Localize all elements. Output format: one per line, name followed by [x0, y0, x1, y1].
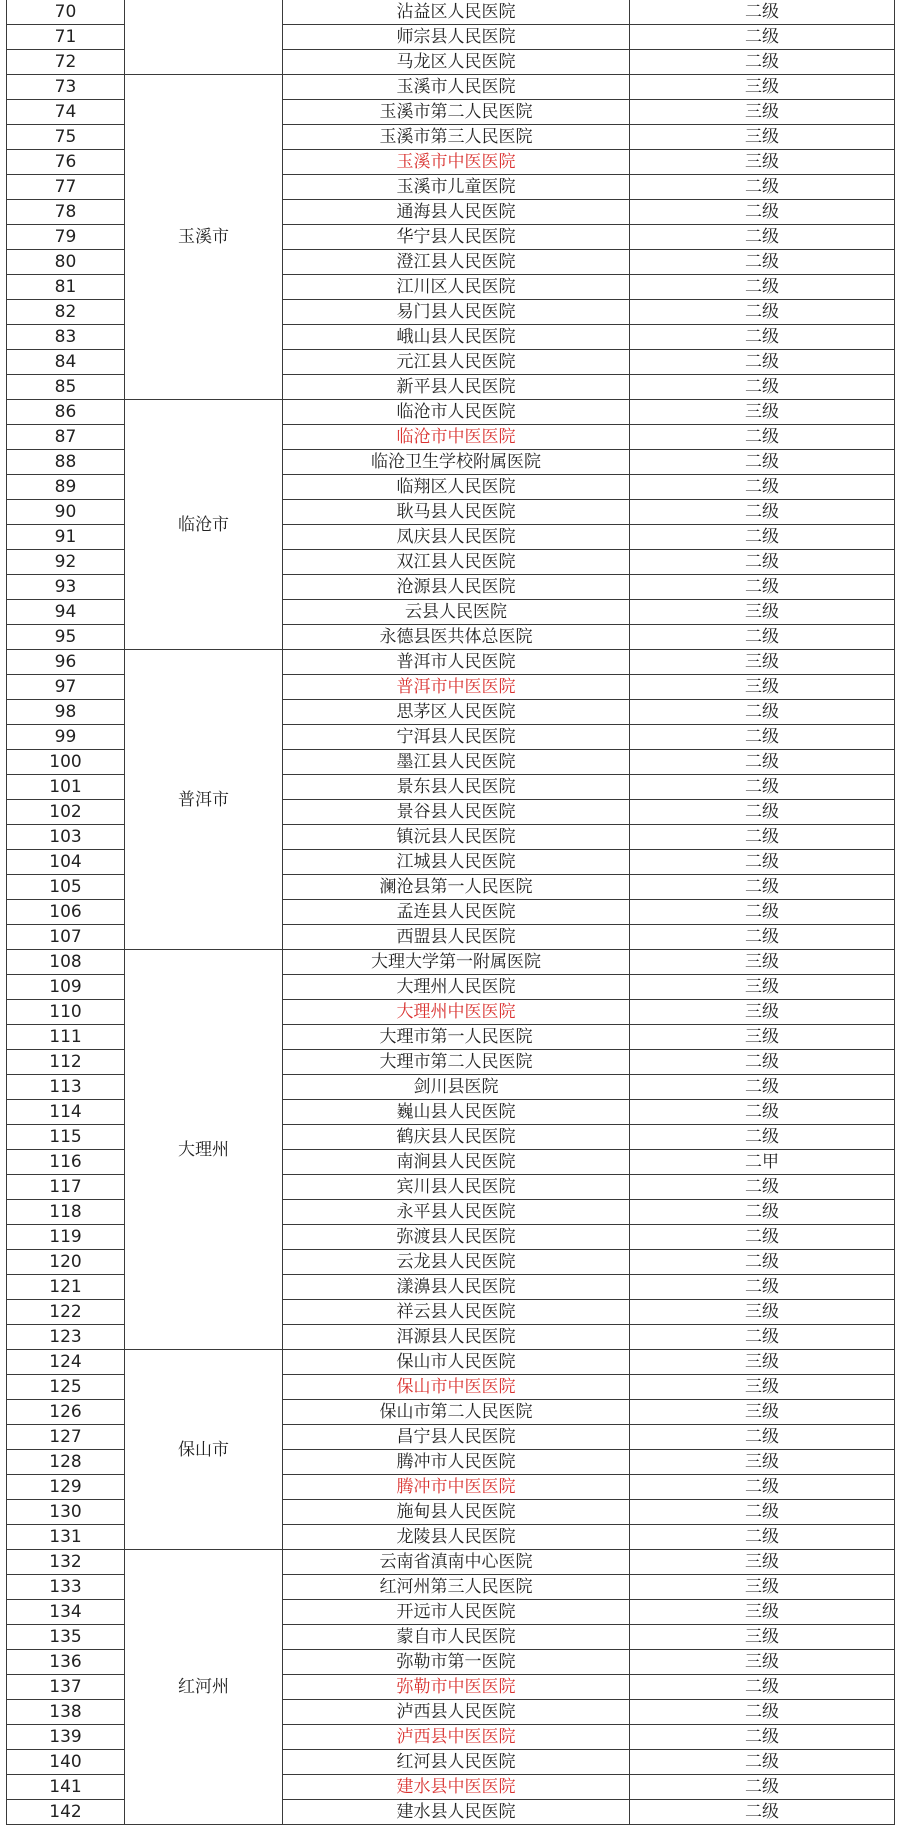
- hospital-name: 西盟县人民医院: [283, 925, 630, 950]
- hospital-level: 二级: [630, 275, 895, 300]
- row-number: 130: [7, 1500, 125, 1525]
- row-number: 140: [7, 1750, 125, 1775]
- hospital-level: 二级: [630, 725, 895, 750]
- hospital-level: 三级: [630, 1625, 895, 1650]
- hospital-level: 二级: [630, 800, 895, 825]
- row-number: 119: [7, 1225, 125, 1250]
- hospital-level: 三级: [630, 1350, 895, 1375]
- row-number: 141: [7, 1775, 125, 1800]
- hospital-name: 龙陵县人民医院: [283, 1525, 630, 1550]
- row-number: 92: [7, 550, 125, 575]
- hospital-name: 临沧卫生学校附属医院: [283, 450, 630, 475]
- hospital-name: 沾益区人民医院: [283, 0, 630, 25]
- hospital-name: 玉溪市第二人民医院: [283, 100, 630, 125]
- hospital-name: 施甸县人民医院: [283, 1500, 630, 1525]
- table-row: [7, 650, 895, 675]
- hospital-level: 二级: [630, 925, 895, 950]
- hospital-name: 沧源县人民医院: [283, 575, 630, 600]
- hospital-level: 二级: [630, 200, 895, 225]
- row-number: 96: [7, 650, 125, 675]
- hospital-level: 三级: [630, 75, 895, 100]
- row-number: 102: [7, 800, 125, 825]
- row-number: 125: [7, 1375, 125, 1400]
- hospital-level: 二级: [630, 1475, 895, 1500]
- row-number: 86: [7, 400, 125, 425]
- row-number: 135: [7, 1625, 125, 1650]
- hospital-name: 宾川县人民医院: [283, 1175, 630, 1200]
- hospital-level: 二级: [630, 50, 895, 75]
- city-cell: 保山市: [125, 1350, 283, 1550]
- hospital-name: 云南省滇南中心医院: [283, 1550, 630, 1575]
- hospital-name: 大理大学第一附属医院: [283, 950, 630, 975]
- hospital-name: 玉溪市人民医院: [283, 75, 630, 100]
- hospital-level: 二级: [630, 850, 895, 875]
- hospital-name: 宁洱县人民医院: [283, 725, 630, 750]
- hospital-table: [6, 0, 895, 1825]
- row-number: 111: [7, 1025, 125, 1050]
- hospital-name: 耿马县人民医院: [283, 500, 630, 525]
- hospital-level: 二级: [630, 1725, 895, 1750]
- row-number: 93: [7, 575, 125, 600]
- table-row: [7, 75, 895, 100]
- hospital-level: 二级: [630, 1525, 895, 1550]
- hospital-name: 永平县人民医院: [283, 1200, 630, 1225]
- hospital-name: 新平县人民医院: [283, 375, 630, 400]
- hospital-level: 二级: [630, 500, 895, 525]
- hospital-level: 二级: [630, 1075, 895, 1100]
- hospital-level: 二级: [630, 225, 895, 250]
- row-number: 113: [7, 1075, 125, 1100]
- hospital-level: 三级: [630, 1375, 895, 1400]
- row-number: 138: [7, 1700, 125, 1725]
- row-number: 91: [7, 525, 125, 550]
- hospital-level: 三级: [630, 1600, 895, 1625]
- row-number: 132: [7, 1550, 125, 1575]
- city-cell: [125, 0, 283, 75]
- hospital-level: 二级: [630, 1800, 895, 1825]
- row-number: 70: [7, 0, 125, 25]
- row-number: 133: [7, 1575, 125, 1600]
- hospital-level: 二级: [630, 750, 895, 775]
- hospital-level: 二级: [630, 425, 895, 450]
- hospital-name: 景东县人民医院: [283, 775, 630, 800]
- hospital-level: 三级: [630, 975, 895, 1000]
- hospital-name: 思茅区人民医院: [283, 700, 630, 725]
- row-number: 94: [7, 600, 125, 625]
- hospital-level: 二级: [630, 1675, 895, 1700]
- hospital-level: 二级: [630, 825, 895, 850]
- hospital-name: 剑川县医院: [283, 1075, 630, 1100]
- row-number: 80: [7, 250, 125, 275]
- hospital-level: 三级: [630, 150, 895, 175]
- hospital-name: 江城县人民医院: [283, 850, 630, 875]
- hospital-name: 蒙自市人民医院: [283, 1625, 630, 1650]
- row-number: 136: [7, 1650, 125, 1675]
- hospital-level: 二级: [630, 625, 895, 650]
- hospital-name: 鹤庆县人民医院: [283, 1125, 630, 1150]
- hospital-name: 墨江县人民医院: [283, 750, 630, 775]
- hospital-name: 大理市第二人民医院: [283, 1050, 630, 1075]
- hospital-name: 红河州第三人民医院: [283, 1575, 630, 1600]
- hospital-name: 南涧县人民医院: [283, 1150, 630, 1175]
- row-number: 122: [7, 1300, 125, 1325]
- hospital-name: 玉溪市第三人民医院: [283, 125, 630, 150]
- hospital-level: 二级: [630, 1275, 895, 1300]
- hospital-name: 普洱市中医医院: [283, 675, 630, 700]
- row-number: 89: [7, 475, 125, 500]
- city-cell: 红河州: [125, 1550, 283, 1825]
- row-number: 101: [7, 775, 125, 800]
- hospital-level: 二级: [630, 1100, 895, 1125]
- hospital-name: 双江县人民医院: [283, 550, 630, 575]
- hospital-name: 洱源县人民医院: [283, 1325, 630, 1350]
- hospital-level: 二级: [630, 350, 895, 375]
- city-cell: 普洱市: [125, 650, 283, 950]
- row-number: 110: [7, 1000, 125, 1025]
- row-number: 75: [7, 125, 125, 150]
- city-cell: 临沧市: [125, 400, 283, 650]
- row-number: 79: [7, 225, 125, 250]
- hospital-name: 开远市人民医院: [283, 1600, 630, 1625]
- table-row: [7, 950, 895, 975]
- hospital-name: 漾濞县人民医院: [283, 1275, 630, 1300]
- row-number: 77: [7, 175, 125, 200]
- row-number: 120: [7, 1250, 125, 1275]
- hospital-name: 红河县人民医院: [283, 1750, 630, 1775]
- hospital-level: 三级: [630, 1575, 895, 1600]
- hospital-level: 二级: [630, 1700, 895, 1725]
- hospital-level: 二级: [630, 1125, 895, 1150]
- hospital-level: 二甲: [630, 1150, 895, 1175]
- row-number: 81: [7, 275, 125, 300]
- hospital-level: 二级: [630, 325, 895, 350]
- row-number: 117: [7, 1175, 125, 1200]
- row-number: 84: [7, 350, 125, 375]
- row-number: 126: [7, 1400, 125, 1425]
- hospital-level: 三级: [630, 400, 895, 425]
- hospital-level: 三级: [630, 1650, 895, 1675]
- hospital-name: 临翔区人民医院: [283, 475, 630, 500]
- hospital-name: 玉溪市儿童医院: [283, 175, 630, 200]
- hospital-level: 二级: [630, 1775, 895, 1800]
- row-number: 74: [7, 100, 125, 125]
- hospital-level: 二级: [630, 1750, 895, 1775]
- row-number: 98: [7, 700, 125, 725]
- row-number: 82: [7, 300, 125, 325]
- hospital-level: 二级: [630, 375, 895, 400]
- row-number: 76: [7, 150, 125, 175]
- row-number: 71: [7, 25, 125, 50]
- row-number: 121: [7, 1275, 125, 1300]
- row-number: 95: [7, 625, 125, 650]
- hospital-level: 二级: [630, 1200, 895, 1225]
- table-row: [7, 1550, 895, 1575]
- hospital-name: 镇沅县人民医院: [283, 825, 630, 850]
- hospital-name: 元江县人民医院: [283, 350, 630, 375]
- hospital-level: 三级: [630, 1450, 895, 1475]
- row-number: 142: [7, 1800, 125, 1825]
- hospital-name: 峨山县人民医院: [283, 325, 630, 350]
- hospital-level: 二级: [630, 575, 895, 600]
- hospital-level: 二级: [630, 775, 895, 800]
- hospital-level: 二级: [630, 1500, 895, 1525]
- hospital-name: 弥渡县人民医院: [283, 1225, 630, 1250]
- hospital-level: 三级: [630, 950, 895, 975]
- row-number: 108: [7, 950, 125, 975]
- hospital-level: 二级: [630, 1050, 895, 1075]
- row-number: 85: [7, 375, 125, 400]
- hospital-level: 二级: [630, 525, 895, 550]
- hospital-level: 二级: [630, 175, 895, 200]
- row-number: 116: [7, 1150, 125, 1175]
- hospital-name: 大理市第一人民医院: [283, 1025, 630, 1050]
- hospital-level: 二级: [630, 550, 895, 575]
- row-number: 107: [7, 925, 125, 950]
- hospital-level: 二级: [630, 0, 895, 25]
- hospital-level: 二级: [630, 1250, 895, 1275]
- hospital-level: 二级: [630, 1225, 895, 1250]
- hospital-name: 泸西县人民医院: [283, 1700, 630, 1725]
- hospital-level: 三级: [630, 1400, 895, 1425]
- hospital-name: 江川区人民医院: [283, 275, 630, 300]
- row-number: 106: [7, 900, 125, 925]
- row-number: 99: [7, 725, 125, 750]
- row-number: 124: [7, 1350, 125, 1375]
- row-number: 72: [7, 50, 125, 75]
- row-number: 103: [7, 825, 125, 850]
- hospital-name: 临沧市人民医院: [283, 400, 630, 425]
- hospital-level: 三级: [630, 650, 895, 675]
- hospital-level: 二级: [630, 475, 895, 500]
- hospital-table-body: [7, 0, 895, 1825]
- row-number: 123: [7, 1325, 125, 1350]
- hospital-level: 三级: [630, 125, 895, 150]
- hospital-name: 云县人民医院: [283, 600, 630, 625]
- hospital-name: 腾冲市人民医院: [283, 1450, 630, 1475]
- hospital-name: 弥勒市中医医院: [283, 1675, 630, 1700]
- hospital-name: 云龙县人民医院: [283, 1250, 630, 1275]
- row-number: 100: [7, 750, 125, 775]
- hospital-name: 弥勒市第一医院: [283, 1650, 630, 1675]
- row-number: 114: [7, 1100, 125, 1125]
- hospital-name: 普洱市人民医院: [283, 650, 630, 675]
- row-number: 128: [7, 1450, 125, 1475]
- hospital-name: 保山市第二人民医院: [283, 1400, 630, 1425]
- row-number: 131: [7, 1525, 125, 1550]
- hospital-name: 腾冲市中医医院: [283, 1475, 630, 1500]
- row-number: 105: [7, 875, 125, 900]
- table-row: [7, 1350, 895, 1375]
- row-number: 109: [7, 975, 125, 1000]
- hospital-name: 泸西县中医医院: [283, 1725, 630, 1750]
- table-row: [7, 400, 895, 425]
- hospital-name: 大理州中医医院: [283, 1000, 630, 1025]
- hospital-name: 易门县人民医院: [283, 300, 630, 325]
- hospital-name: 建水县中医医院: [283, 1775, 630, 1800]
- hospital-name: 华宁县人民医院: [283, 225, 630, 250]
- row-number: 97: [7, 675, 125, 700]
- hospital-level: 三级: [630, 675, 895, 700]
- hospital-name: 玉溪市中医医院: [283, 150, 630, 175]
- hospital-name: 保山市人民医院: [283, 1350, 630, 1375]
- hospital-name: 孟连县人民医院: [283, 900, 630, 925]
- hospital-level: 二级: [630, 1425, 895, 1450]
- hospital-level: 二级: [630, 700, 895, 725]
- hospital-name: 巍山县人民医院: [283, 1100, 630, 1125]
- hospital-level: 三级: [630, 100, 895, 125]
- row-number: 127: [7, 1425, 125, 1450]
- hospital-level: 二级: [630, 900, 895, 925]
- hospital-level: 二级: [630, 25, 895, 50]
- hospital-level: 三级: [630, 1000, 895, 1025]
- hospital-name: 景谷县人民医院: [283, 800, 630, 825]
- hospital-name: 祥云县人民医院: [283, 1300, 630, 1325]
- hospital-name: 通海县人民医院: [283, 200, 630, 225]
- hospital-level: 三级: [630, 1550, 895, 1575]
- row-number: 118: [7, 1200, 125, 1225]
- hospital-level: 二级: [630, 450, 895, 475]
- hospital-name: 马龙区人民医院: [283, 50, 630, 75]
- city-cell: 玉溪市: [125, 75, 283, 400]
- row-number: 134: [7, 1600, 125, 1625]
- hospital-level: 二级: [630, 300, 895, 325]
- row-number: 73: [7, 75, 125, 100]
- hospital-name: 永德县医共体总医院: [283, 625, 630, 650]
- hospital-name: 临沧市中医医院: [283, 425, 630, 450]
- hospital-level: 三级: [630, 600, 895, 625]
- row-number: 78: [7, 200, 125, 225]
- row-number: 90: [7, 500, 125, 525]
- hospital-name: 澜沧县第一人民医院: [283, 875, 630, 900]
- hospital-name: 建水县人民医院: [283, 1800, 630, 1825]
- hospital-level: 三级: [630, 1300, 895, 1325]
- row-number: 129: [7, 1475, 125, 1500]
- row-number: 87: [7, 425, 125, 450]
- hospital-name: 大理州人民医院: [283, 975, 630, 1000]
- hospital-level: 三级: [630, 1025, 895, 1050]
- hospital-name: 保山市中医医院: [283, 1375, 630, 1400]
- hospital-level: 二级: [630, 1325, 895, 1350]
- hospital-name: 凤庆县人民医院: [283, 525, 630, 550]
- row-number: 115: [7, 1125, 125, 1150]
- city-cell: 大理州: [125, 950, 283, 1350]
- row-number: 88: [7, 450, 125, 475]
- hospital-name: 师宗县人民医院: [283, 25, 630, 50]
- row-number: 139: [7, 1725, 125, 1750]
- hospital-level: 二级: [630, 875, 895, 900]
- hospital-level: 二级: [630, 250, 895, 275]
- row-number: 83: [7, 325, 125, 350]
- row-number: 137: [7, 1675, 125, 1700]
- hospital-level: 二级: [630, 1175, 895, 1200]
- hospital-name: 澄江县人民医院: [283, 250, 630, 275]
- table-row: [7, 0, 895, 25]
- row-number: 112: [7, 1050, 125, 1075]
- row-number: 104: [7, 850, 125, 875]
- hospital-name: 昌宁县人民医院: [283, 1425, 630, 1450]
